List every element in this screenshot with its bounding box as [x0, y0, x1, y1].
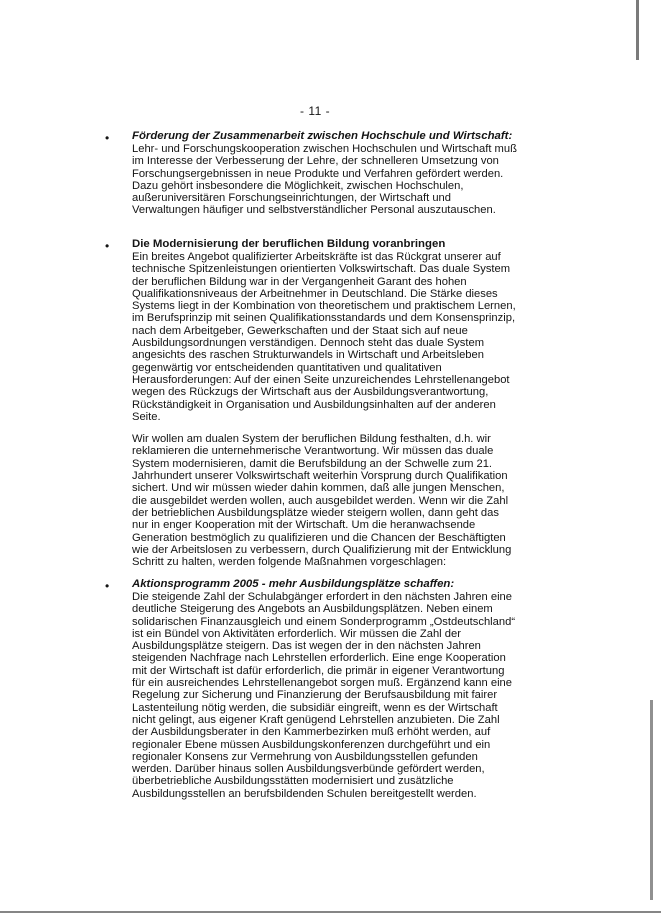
section-aktionsprogramm [105, 578, 517, 800]
bullet-icon: • [105, 239, 110, 253]
bullet-icon: • [105, 131, 110, 145]
bullet-icon: • [105, 579, 110, 593]
section-paragraph: Ein breites Angebot qualifizierter Arbeitskräfte ist das Rückgrat unserer auf technische Spitzenleistungen orientierten Volkswirtschaft. Das duale System der beruflichen Bildung war in der Vergangenheit Garant des hohen Qualifikationsniveaus der Arbeitnehmer in Deutschland. Die Stärke dieses Systems liegt in der Kombination von theoretischem und praktischem Lernen, im Berufsprinzip mit seinen Qualifikationsstandards und dem Konsensprinzip, nach dem Arbeitgeber, Gewerkschaften und der Staat sich auf neue Ausbildungsordnungen verständigen. Dennoch steht das duale System angesichts des raschen Strukturwandels in Wirtschaft und Arbeitsleben gegenwärtig vor entscheidenden quantitativen und qualitativen Herausforderungen: Auf der einen Seite unzureichendes Lehrstellenangebot wegen des Rückzugs der Wirtschaft aus der Ausbildungsverantwortung, Rückständigkeit in Organisation und Ausbildungsinhalten auf der anderen Seite. [132, 251, 516, 423]
scan-artifact-bottom [0, 911, 661, 913]
section-heading: Die Modernisierung der beruflichen Bildung voranbringen [132, 238, 446, 250]
section-paragraph: Lehr- und Forschungskooperation zwischen Hochschulen und Wirtschaft muß im Interesse der Verbesserung der Lehre, der schnelleren Umsetzung von Forschungsergebnissen in neue Produkte und Verfahren gefördert werden. Dazu gehört insbesondere die Möglichkeit, zwischen Hochschulen, außeruniversitären Forschungseinrichtungen, der Wirtschaft und Verwaltungen häufiger und selbstverständlicher Personal auszutauschen. [132, 143, 517, 217]
section-hochschule-wirtschaft [105, 130, 517, 217]
section-heading: Aktionsprogramm 2005 - mehr Ausbildungsplätze schaffen: [132, 578, 455, 590]
scan-artifact-edge [650, 700, 653, 900]
section-heading: Förderung der Zusammenarbeit zwischen Hochschule und Wirtschaft: [132, 130, 513, 142]
section-berufliche-bildung [105, 238, 517, 569]
scan-artifact-right [636, 0, 639, 60]
section-paragraph: Die steigende Zahl der Schulabgänger erfordert in den nächsten Jahren eine deutliche Steigerung des Angebots an Ausbildungsplätzen. Neben einem solidarischen Finanzausgleich und einem Sonderprogramm „Ostdeutschland“ ist ein Bündel von Aktivitäten erforderlich. Wir müssen die Zahl der Ausbildungsplätze steigern. Das ist wegen der in den nächsten Jahren steigenden Nachfrage nach Lehrstellen erforderlich. Eine enge Kooperation mit der Wirtschaft ist dafür erforderlich, die primär in eigener Verantwortung für ein ausreichendes Lehrstellenangebot sorgen muß. Ergänzend kann eine Regelung zur Sicherung und Finanzierung der Berufsausbildung mit fairer Lastenteilung nötig werden, die subsidiär eingreift, wenn es der Wirtschaft nicht gelingt, aus eigener Kraft genügend Lehrstellen anzubieten. Die Zahl der Ausbildungsberater in den Kammerbezirken muß erhöht werden, auf regionaler Ebene müssen Ausbildungskonferenzen durchgeführt und ein regionaler Konsens zur Vermehrung von Ausbildungsstellen gefunden werden. Darüber hinaus sollen Ausbildungsverbünde gefördert werden, überbetriebliche Ausbildungsstätten modernisiert und zusätzliche Ausbildungsstellen an berufsbildenden Schulen bereitgestellt werden. [132, 591, 516, 800]
page-number: - 11 - [300, 104, 331, 118]
section-paragraph: Wir wollen am dualen System der beruflichen Bildung festhalten, d.h. wir reklamieren die unternehmerische Verantwortung. Wir müssen das duale System modernisieren, damit die Berufsbildung an der Schwelle zum 21. Jahrhundert unserer Volkswirtschaft weiterhin Vorsprung durch Qualifikation sichert. Und wir müssen wieder dahin kommen, daß alle jungen Menschen, die ausgebildet werden wollen, auch ausgebildet werden. Wenn wir die Zahl der betrieblichen Ausbildungsplätze wieder steigern wollen, dann geht das nur in enger Kooperation mit der Wirtschaft. Um die heranwachsende Generation bestmöglich zu qualifizieren und die Chancen der Beschäftigten wie der Arbeitslosen zu verbessern, durch Qualifizierung mit der Entwicklung Schritt zu halten, werden folgende Maßnahmen vorgeschlagen: [132, 433, 512, 569]
